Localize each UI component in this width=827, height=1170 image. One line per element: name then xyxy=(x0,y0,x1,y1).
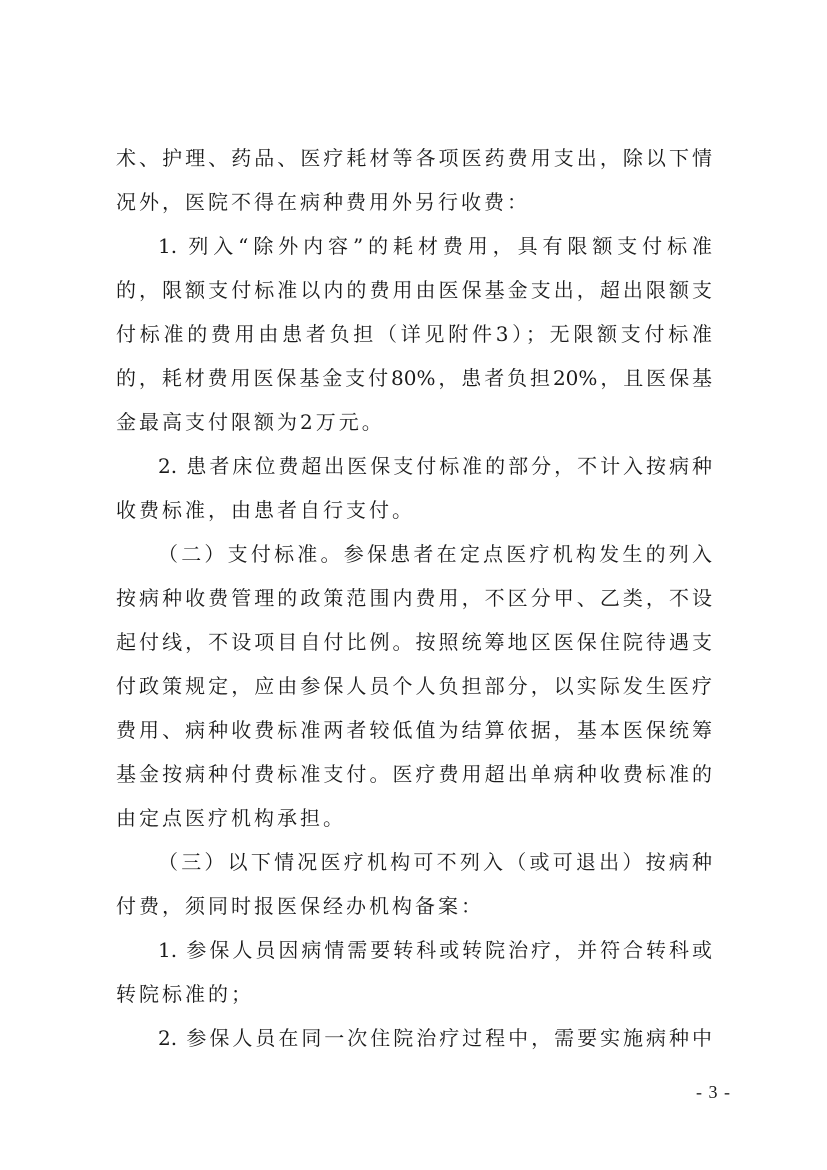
body-line: 基金按病种付费标准支付。医疗费用超出单病种收费标准的 xyxy=(116,762,712,786)
section-heading-line: （三）以下情况医疗机构可不列入（或可退出）按病种 xyxy=(158,850,712,874)
body-line: 由定点医疗机构承担。 xyxy=(116,806,346,830)
body-line: 1. 列入“除外内容”的耗材费用，具有限额支付标准 xyxy=(158,234,712,258)
body-line: 2. 患者床位费超出医保支付标准的部分，不计入按病种 xyxy=(158,454,712,478)
body-line: 术、护理、药品、医疗耗材等各项医药费用支出，除以下情 xyxy=(116,146,712,170)
section-heading-line: （二）支付标准。参保患者在定点医疗机构发生的列入 xyxy=(158,542,712,566)
page-number: - 3 - xyxy=(696,1082,731,1102)
body-line: 付费，须同时报医保经办机构备案： xyxy=(116,894,484,918)
body-line: 费用、病种收费标准两者较低值为结算依据，基本医保统筹 xyxy=(116,718,712,742)
body-line: 付标准的费用由患者负担（详见附件3）；无限额支付标准 xyxy=(116,322,712,346)
body-line: 按病种收费管理的政策范围内费用，不区分甲、乙类，不设 xyxy=(116,586,712,610)
body-line: 的，耗材费用医保基金支付80%，患者负担20%，且医保基 xyxy=(116,366,712,390)
body-line: 况外，医院不得在病种费用外另行收费： xyxy=(116,190,530,214)
body-line: 的，限额支付标准以内的费用由医保基金支出，超出限额支 xyxy=(116,278,712,302)
body-line: 金最高支付限额为2万元。 xyxy=(116,410,385,434)
body-line: 1. 参保人员因病情需要转科或转院治疗，并符合转科或 xyxy=(158,938,712,962)
body-line: 收费标准，由患者自行支付。 xyxy=(116,498,415,522)
body-line: 2. 参保人员在同一次住院治疗过程中，需要实施病种中 xyxy=(158,1026,712,1050)
body-line: 付政策规定，应由参保人员个人负担部分，以实际发生医疗 xyxy=(116,674,712,698)
body-line: 起付线，不设项目自付比例。按照统筹地区医保住院待遇支 xyxy=(116,630,712,654)
body-line: 转院标准的； xyxy=(116,982,254,1006)
